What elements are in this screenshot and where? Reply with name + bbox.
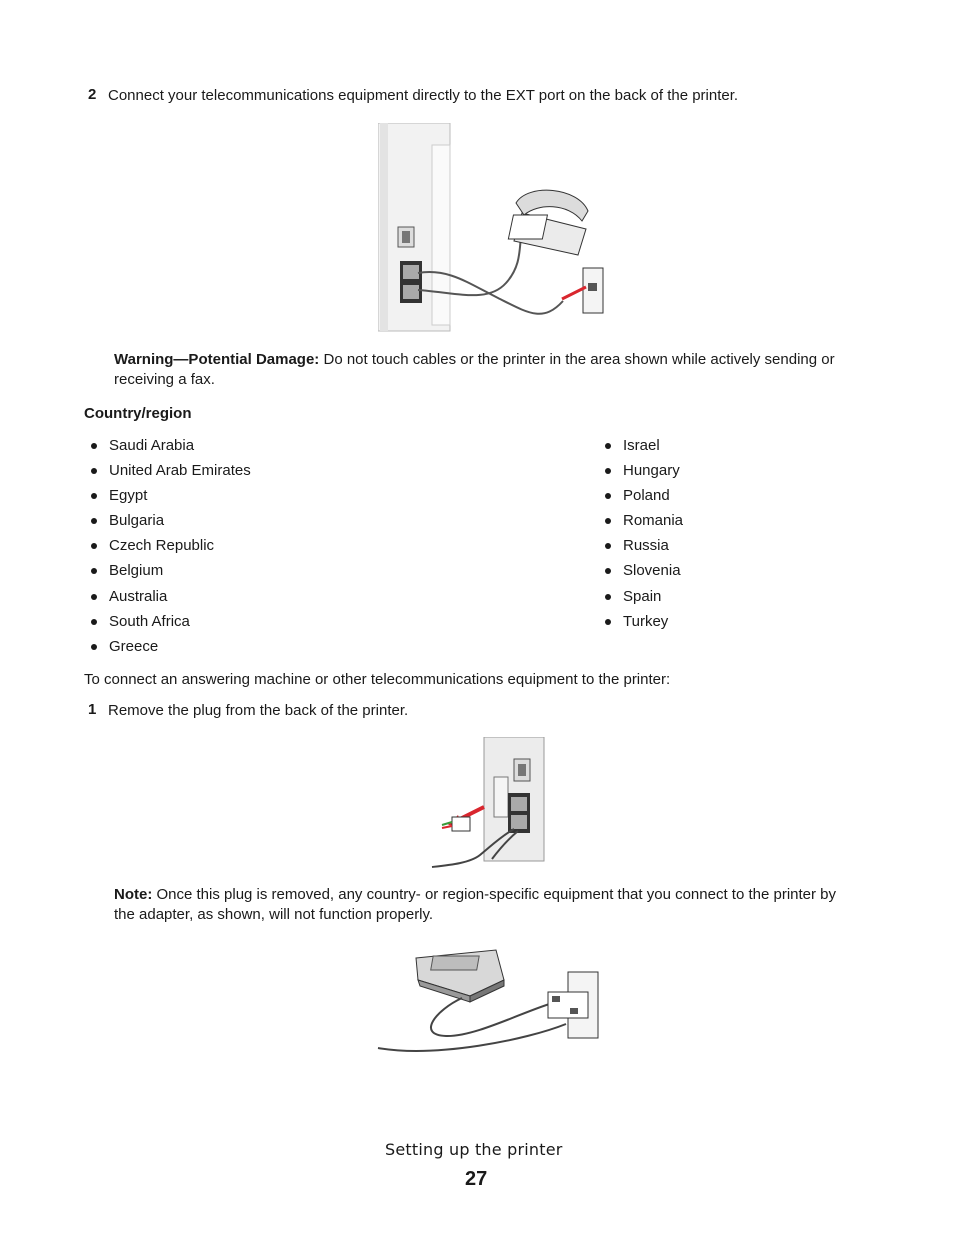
country-list-right [598, 436, 683, 637]
list-item: South Africa [84, 612, 251, 637]
list-item: Israel [598, 436, 683, 461]
note-text: Once this plug is removed, any country- or region-specific equipment that you connect to the printer by [152, 886, 837, 903]
warning-text: Do not touch cables or the printer in the area shown while actively sending or [319, 351, 835, 368]
list-item: United Arab Emirates [84, 461, 251, 486]
note-text-line2: the adapter, as shown, will not function properly. [114, 906, 434, 923]
page-number: 27 [465, 1168, 488, 1190]
footer-section-title: Setting up the printer [385, 1140, 563, 1159]
list-item: Bulgaria [84, 511, 251, 536]
list-item: Spain [598, 587, 683, 612]
step-number: 2 [88, 86, 97, 103]
list-item: Slovenia [598, 561, 683, 586]
note-message [114, 885, 904, 925]
remove-plug-illustration [430, 737, 546, 869]
answering-machine-adapter-illustration [376, 940, 604, 1060]
country-list-left [84, 436, 251, 662]
list-item: Saudi Arabia [84, 436, 251, 461]
list-item: Greece [84, 637, 251, 662]
step-number: 1 [88, 701, 97, 718]
warning-label: Warning—Potential Damage: [114, 351, 320, 368]
warning-message [114, 350, 894, 390]
step-text: Remove the plug from the back of the printer. [108, 702, 409, 719]
list-item: Turkey [598, 612, 683, 637]
list-item: Russia [598, 536, 683, 561]
step-text: Connect your telecommunications equipment directly to the EXT port on the back of the printer. [108, 87, 739, 104]
country-region-heading: Country/region [84, 405, 192, 422]
list-item: Czech Republic [84, 536, 251, 561]
list-item: Belgium [84, 561, 251, 586]
printer-phone-connection-illustration [378, 123, 610, 333]
list-item: Hungary [598, 461, 683, 486]
warning-text-line2: receiving a fax. [114, 371, 215, 388]
list-item: Poland [598, 486, 683, 511]
list-item: Australia [84, 587, 251, 612]
list-item: Egypt [84, 486, 251, 511]
list-item: Romania [598, 511, 683, 536]
note-label: Note: [114, 886, 153, 903]
intro-paragraph: To connect an answering machine or other telecommunications equipment to the printer: [84, 671, 671, 688]
